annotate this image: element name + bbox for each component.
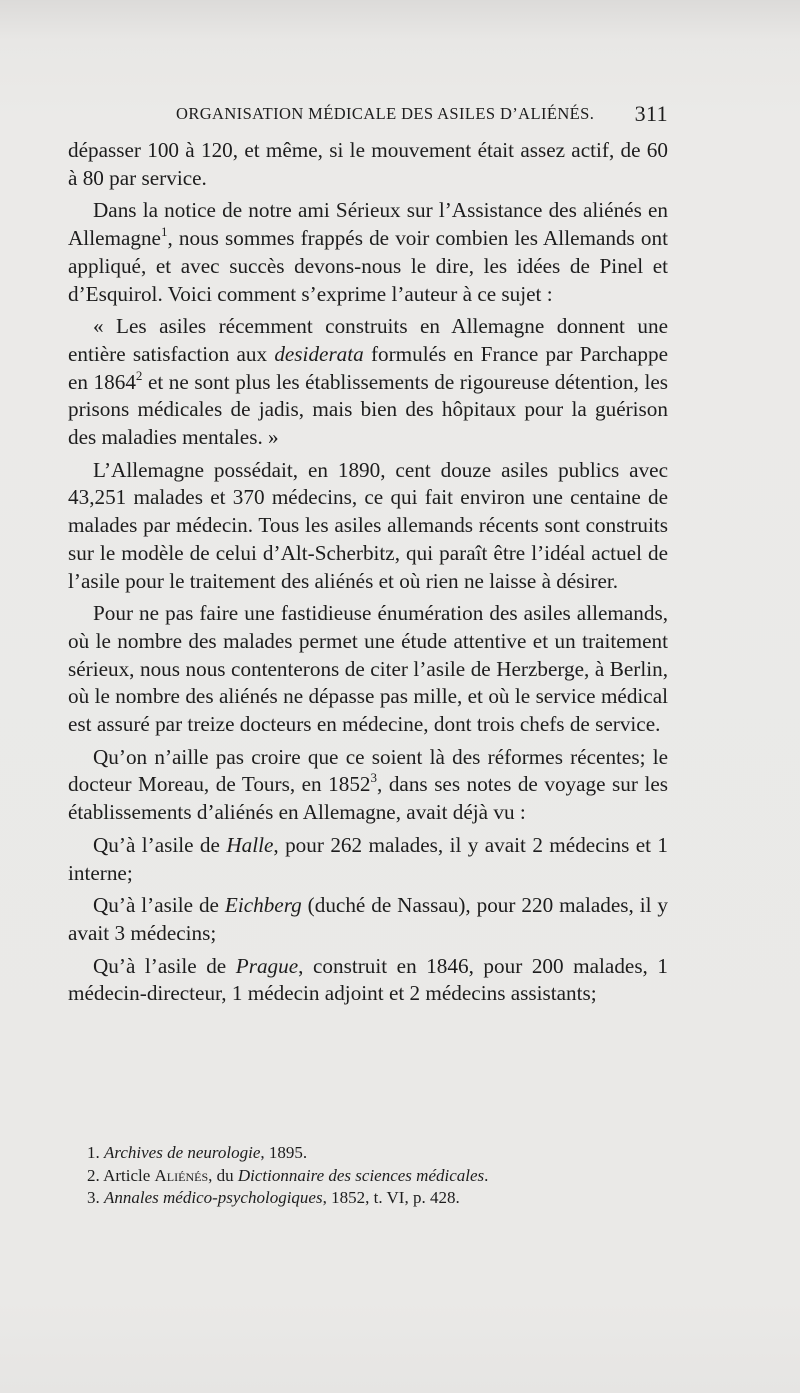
page-number: 311 <box>634 101 668 126</box>
running-title: ORGANISATION MÉDICALE DES ASILES D’ALIÉNÉS. <box>176 104 595 123</box>
paragraph-8: Qu’à l’asile de Eichberg (duché de Nassau), pour 220 malades, il y avait 3 médecins; <box>68 893 668 945</box>
paragraph-4: L’Allemagne possédait, en 1890, cent douze asiles publics avec 43,251 malades et 370 médecins, ce qui fait environ une centaine de malades par médecin. Tous les asiles allemands récents sont construits sur le modèle de celui d’Alt-Scherbitz, qui paraît être l’idéal actuel de l’asile pour le traitement des aliénés et où rien ne laisse à désirer. <box>68 457 668 593</box>
paragraph-1: dépasser 100 à 120, et même, si le mouvement était assez actif, de 60 à 80 par service. <box>68 138 668 190</box>
paragraph-7: Qu’à l’asile de Halle, pour 262 malades, il y avait 2 médecins et 1 interne; <box>68 832 668 885</box>
paragraph-9: Qu’à l’asile de Prague, construit en 1846, pour 200 malades, 1 médecin-directeur, 1 médecin adjoint et 2 médecins assistants; <box>68 953 668 1006</box>
footnote-2: 2. Article Aliénés, du Dictionnaire des sciences médicales. <box>87 1165 489 1185</box>
paragraph-3-quote: « Les asiles récemment construits en Allemagne donnent une entière satisfaction aux desiderata formulés en France par Parchappe en 1864$^2$ et ne sont plus les établissements de rigoureuse détention, les prisons médicales de jadis, mais bien des hôpitaux pour la guérison des maladies mentales. » <box>68 314 668 450</box>
paragraph-5: Pour ne pas faire une fastidieuse énumération des asiles allemands, où le nombre des malades permet une étude attentive et un traitement sérieux, nous nous contenterons de citer l’asile de Herzberge, à Berlin, où le nombre des aliénés ne dépasse pas mille, et où le service médical est assuré par treize docteurs en médecine, dont trois chefs de service. <box>68 601 668 737</box>
paragraph-2: Dans la notice de notre ami Sérieux sur l’Assistance des aliénés en Allemagne$^1$, nous sommes frappés de voir combien les Allemands ont appliqué, et avec succès devons-nous le dire, les idées de Pinel et d’Esquirol. Voici comment s’exprime l’auteur à ce sujet : <box>68 198 668 306</box>
footnotes <box>87 1142 668 1210</box>
footnote-3: 3. Annales médico-psychologiques, 1852, t. VI, p. 428. <box>87 1188 460 1207</box>
footnote-ref-1: 1 <box>160 224 168 240</box>
footnote-1: 1. Archives de neurologie, 1895. <box>87 1143 308 1162</box>
footnote-ref-2: 2 <box>135 367 143 383</box>
footnote-ref-3: 3 <box>370 770 378 786</box>
body-text <box>68 137 668 1013</box>
page-header <box>68 101 668 128</box>
paragraph-6: Qu’on n’aille pas croire que ce soient là des réformes récentes; le docteur Moreau, de Tours, en 1852$^3$, dans ses notes de voyage sur les établissements d’aliénés en Allemagne, avait déjà vu : <box>68 744 668 825</box>
